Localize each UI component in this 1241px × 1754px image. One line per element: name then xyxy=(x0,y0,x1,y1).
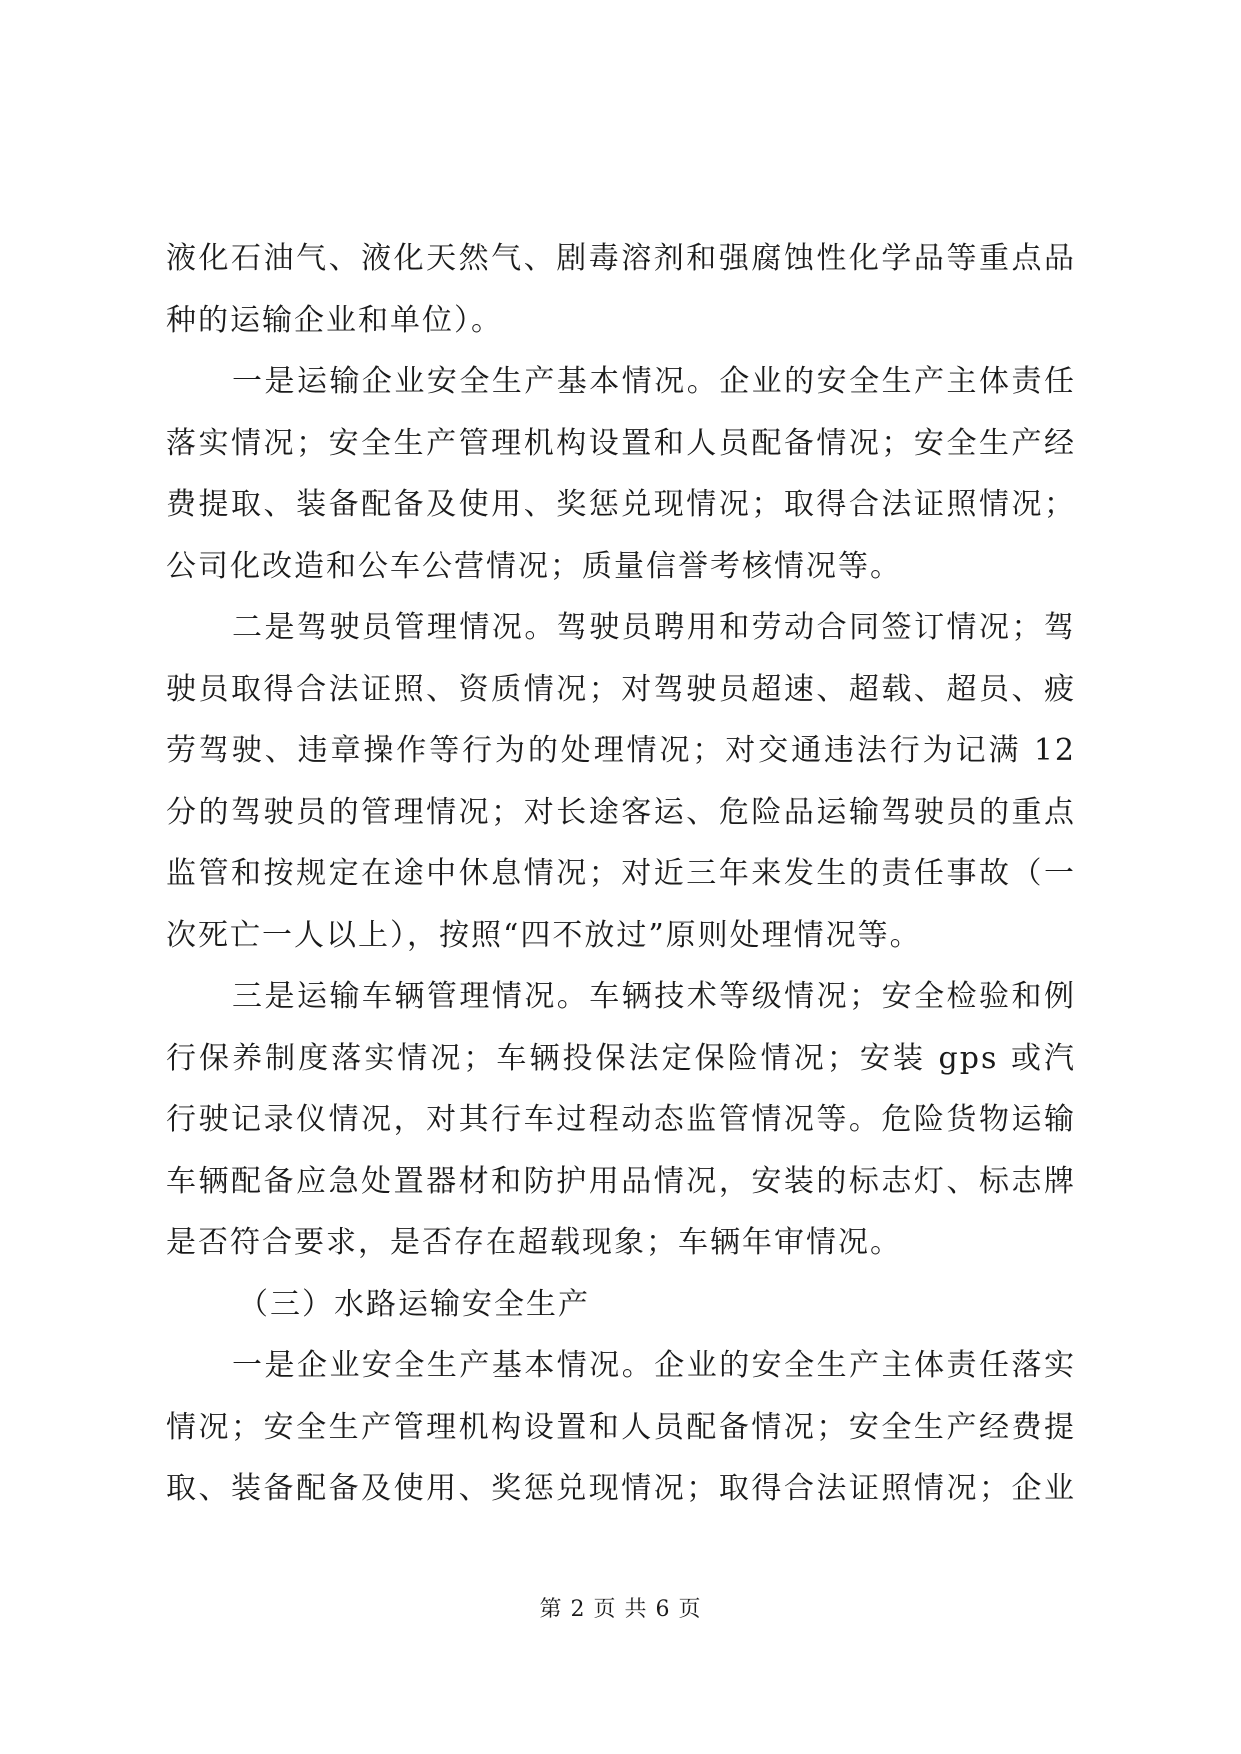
text-line: 取、装备配备及使用、奖惩兑现情况；取得合法证照情况；企业 xyxy=(166,1471,1076,1506)
text-line: 一是企业安全生产基本情况。企业的安全生产主体责任落实 xyxy=(232,1348,1076,1383)
text-line: 情况；安全生产管理机构设置和人员配备情况；安全生产经费提 xyxy=(166,1409,1076,1445)
page-footer: 第 2 页 共 6 页 xyxy=(539,1597,702,1622)
text-line: 车辆配备应急处置器材和防护用品情况，安装的标志灯、标志牌 xyxy=(166,1163,1076,1199)
text-line: 一是运输企业安全生产基本情况。企业的安全生产主体责任 xyxy=(232,364,1076,399)
text-line: 公司化改造和公车公营情况；质量信誉考核情况等。 xyxy=(166,548,902,584)
text-line: 落实情况；安全生产管理机构设置和人员配备情况；安全生产经 xyxy=(166,425,1076,461)
text-line: 行保养制度落实情况；车辆投保法定保险情况；安装 gps 或汽 xyxy=(166,1040,1076,1076)
text-line: 费提取、装备配备及使用、奖惩兑现情况；取得合法证照情况； xyxy=(166,487,1076,522)
text-line: 三是运输车辆管理情况。车辆技术等级情况；安全检验和例 xyxy=(232,979,1076,1014)
text-line: 种的运输企业和单位）。 xyxy=(166,302,503,338)
text-line: 监管和按规定在途中休息情况；对近三年来发生的责任事故（一 xyxy=(166,856,1076,891)
text-line: 分的驾驶员的管理情况；对长途客运、危险品运输驾驶员的重点 xyxy=(166,794,1076,830)
text-line: 是否符合要求，是否存在超载现象；车辆年审情况。 xyxy=(166,1225,902,1260)
text-line: 次死亡一人以上），按照“四不放过”原则处理情况等。 xyxy=(166,917,922,953)
text-line: 驶员取得合法证照、资质情况；对驾驶员超速、超载、超员、疲 xyxy=(166,671,1076,707)
text-line: 劳驾驶、违章操作等行为的处理情况；对交通违法行为记满 12 xyxy=(166,733,1076,768)
text-line: 二是驾驶员管理情况。驾驶员聘用和劳动合同签订情况；驾 xyxy=(232,610,1076,645)
text-line: 液化石油气、液化天然气、剧毒溶剂和强腐蚀性化学品等重点品 xyxy=(166,241,1076,276)
body-text xyxy=(166,228,1076,1520)
text-line: 行驶记录仪情况，对其行车过程动态监管情况等。危险货物运输 xyxy=(166,1102,1076,1137)
section-heading: （三）水路运输安全生产 xyxy=(238,1286,590,1322)
